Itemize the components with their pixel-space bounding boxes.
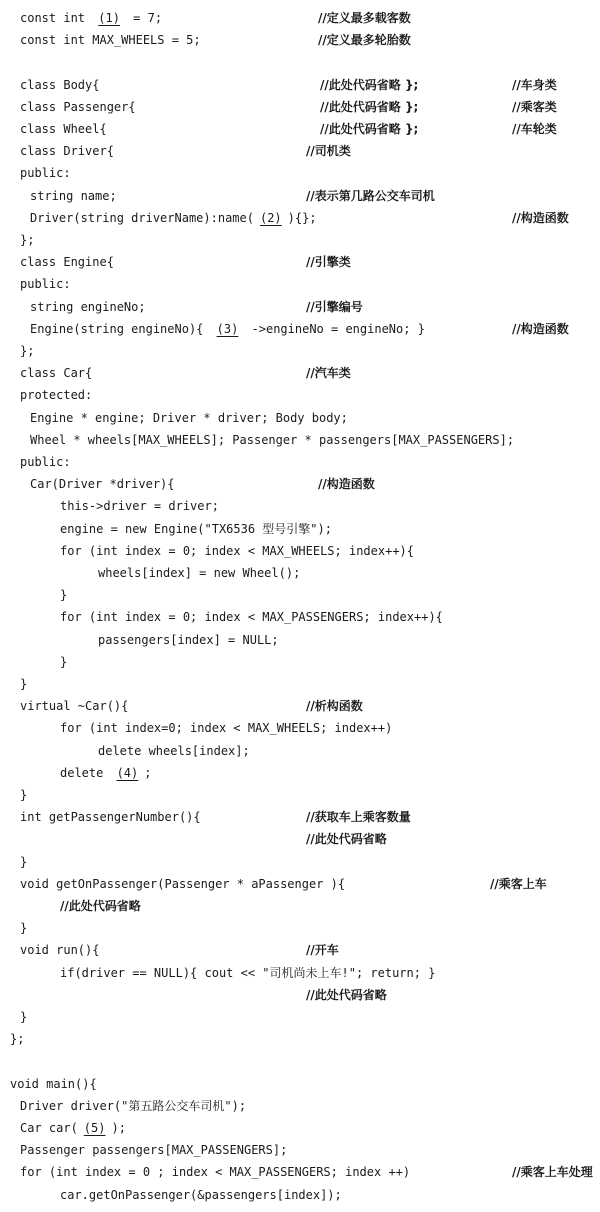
- code-fragment: public:: [20, 166, 71, 181]
- code-line: [0, 583, 600, 607]
- code-fragment: void run(){: [20, 943, 100, 958]
- answer-blank: (2): [259, 210, 282, 225]
- code-fragment: }: [60, 654, 68, 669]
- code-text: [60, 497, 219, 515]
- code-line: [0, 761, 600, 785]
- code-text: [60, 964, 435, 982]
- code-text: [60, 719, 392, 737]
- code-line: [0, 494, 600, 518]
- code-line: [0, 983, 600, 1007]
- code-text: [30, 475, 175, 493]
- code-text: [20, 786, 27, 804]
- code-text: [60, 542, 414, 560]
- code-line: [0, 605, 600, 629]
- code-line: [0, 916, 600, 940]
- code-line: [0, 339, 600, 363]
- code-fragment: delete wheels[index];: [98, 743, 250, 758]
- code-fragment: ;: [144, 765, 152, 780]
- code-fragment: = 7;: [125, 11, 163, 25]
- code-line: [0, 716, 600, 740]
- code-text: [20, 120, 107, 138]
- code-fragment: );: [111, 1121, 126, 1135]
- code-comment: //构造函数: [512, 210, 569, 225]
- code-comment: //构造函数: [318, 477, 375, 492]
- answer-blank: (1): [98, 11, 120, 25]
- code-line: [0, 805, 600, 829]
- code-line: [0, 95, 600, 119]
- code-line: [0, 1049, 600, 1073]
- code-fragment: };: [20, 233, 35, 247]
- code-fragment: delete: [60, 765, 111, 780]
- code-fragment: }: [20, 921, 28, 936]
- code-text: [30, 187, 117, 205]
- answer-blank: (5): [83, 1121, 106, 1135]
- code-fragment: Engine * engine; Driver * driver; Body body;: [30, 410, 348, 425]
- code-line: [0, 561, 600, 585]
- code-comment: //此处代码省略 };: [320, 99, 419, 114]
- code-comment-right: //车身类: [512, 77, 557, 92]
- code-comment: //析构函数: [306, 699, 363, 714]
- code-line: [0, 184, 600, 208]
- code-text: [20, 31, 201, 49]
- code-fragment: for (int index = 0 ; index < MAX_PASSENGERS; index ++): [20, 1165, 411, 1180]
- code-line: [0, 206, 600, 230]
- code-text: [98, 631, 279, 649]
- code-line: [0, 161, 600, 185]
- code-text: [20, 941, 99, 959]
- code-line: [0, 1116, 600, 1140]
- code-line: [0, 428, 600, 452]
- code-fragment: }: [20, 854, 28, 869]
- code-line: [0, 73, 600, 97]
- code-comment: //此处代码省略 };: [320, 77, 419, 92]
- code-fragment: class Engine{: [20, 255, 114, 270]
- code-comment: //表示第几路公交车司机: [306, 188, 435, 203]
- code-line: [0, 383, 600, 407]
- code-fragment: Car car(: [20, 1121, 78, 1135]
- code-text: [20, 675, 27, 693]
- code-line: [0, 1027, 600, 1051]
- code-text: [98, 564, 300, 582]
- code-text: [20, 364, 92, 382]
- code-comment: //引擎类: [306, 255, 351, 270]
- code-line: [0, 361, 600, 385]
- code-comment: //此处代码省略: [60, 899, 141, 913]
- code-text: [30, 320, 425, 338]
- code-fragment: ->engineNo = engineNo; }: [244, 321, 425, 336]
- code-text: [30, 431, 514, 449]
- code-fragment: int getPassengerNumber(){: [20, 810, 201, 825]
- code-text: [20, 1163, 410, 1181]
- code-fragment: class Passenger{: [20, 99, 136, 114]
- code-line: [0, 938, 600, 962]
- code-line: [0, 650, 600, 674]
- code-line: [0, 117, 600, 141]
- code-fragment: public:: [20, 277, 71, 292]
- code-fragment: }: [60, 588, 68, 603]
- code-line: [0, 1005, 600, 1029]
- code-text: [20, 275, 71, 293]
- answer-blank: (3): [216, 321, 239, 336]
- code-line: [0, 450, 600, 474]
- code-line: [0, 28, 600, 52]
- code-fragment: class Driver{: [20, 144, 114, 159]
- code-comment: //定义最多载客数: [318, 11, 411, 25]
- code-fragment: const int: [20, 11, 93, 25]
- code-text: [98, 742, 250, 760]
- code-fragment: public:: [20, 455, 71, 469]
- code-text: [60, 608, 443, 626]
- code-comment: //定义最多轮胎数: [318, 33, 411, 48]
- code-comment-right: //车轮类: [512, 122, 557, 136]
- code-comment: //此处代码省略: [306, 987, 387, 1002]
- code-text: [20, 1141, 287, 1159]
- code-fragment: Engine(string engineNo){: [30, 321, 211, 336]
- code-fragment: };: [10, 1032, 25, 1047]
- code-fragment: engine = new Engine("TX6536 型号引擎");: [60, 521, 332, 536]
- code-text: [30, 298, 146, 316]
- code-line: [0, 850, 600, 874]
- code-fragment: for (int index = 0; index < MAX_WHEELS; index++){: [60, 543, 415, 558]
- code-fragment: Driver driver("第五路公交车司机");: [20, 1098, 247, 1113]
- code-text: [20, 76, 99, 94]
- code-fragment: protected:: [20, 388, 93, 403]
- code-text: [10, 1030, 24, 1048]
- code-text: [20, 342, 34, 360]
- code-line: [0, 139, 600, 163]
- code-line: [0, 894, 600, 918]
- code-comment: //构造函数: [512, 321, 569, 336]
- code-comment: //司机类: [306, 144, 351, 159]
- code-text: [60, 1186, 342, 1204]
- code-line: [0, 317, 600, 341]
- code-text: [20, 98, 136, 116]
- code-fragment: Passenger passengers[MAX_PASSENGERS];: [20, 1143, 288, 1158]
- code-fragment: wheels[index] = new Wheel();: [98, 566, 301, 580]
- code-line: [0, 827, 600, 851]
- code-comment: //乘客上车处理: [512, 1165, 593, 1180]
- code-text: [60, 653, 67, 671]
- code-text: [60, 586, 67, 604]
- code-fragment: class Body{: [20, 77, 100, 92]
- code-fragment: class Car{: [20, 366, 93, 381]
- code-fragment: }: [20, 1010, 28, 1024]
- code-text: [60, 520, 332, 538]
- code-line: [0, 50, 600, 74]
- code-text: [20, 231, 34, 249]
- code-text: [20, 808, 201, 826]
- code-fragment: string engineNo;: [30, 299, 146, 314]
- code-text: [20, 164, 71, 182]
- code-text: [30, 409, 348, 427]
- code-text: [20, 1097, 246, 1115]
- code-text: [20, 453, 71, 471]
- answer-blank: (4): [116, 765, 139, 780]
- code-line: [0, 250, 600, 274]
- code-fragment: }: [20, 788, 28, 802]
- code-comment: //汽车类: [306, 366, 351, 381]
- code-line: [0, 694, 600, 718]
- code-fragment: void getOnPassenger(Passenger * aPassenger ){: [20, 876, 346, 891]
- code-fragment: const int MAX_WHEELS = 5;: [20, 33, 201, 48]
- code-text: [20, 919, 27, 937]
- code-comment: //开车: [306, 943, 339, 958]
- code-line: [0, 6, 600, 30]
- code-line: [0, 1183, 600, 1207]
- code-line: [0, 406, 600, 430]
- code-comment: //获取车上乘客数量: [306, 810, 411, 825]
- code-line: [0, 1094, 600, 1118]
- code-comment: //引擎编号: [306, 299, 363, 314]
- code-text: [60, 764, 152, 782]
- code-text: [20, 386, 92, 404]
- code-line: [0, 1160, 600, 1184]
- code-fragment: }: [20, 677, 28, 691]
- code-line: [0, 272, 600, 296]
- code-fragment: if(driver == NULL){ cout << "司机尚未上车!"; return; }: [60, 965, 436, 980]
- code-text: [30, 209, 317, 227]
- code-comment: //乘客上车: [490, 876, 547, 891]
- code-fragment: class Wheel{: [20, 122, 107, 136]
- code-line: [0, 1138, 600, 1162]
- code-fragment: this->driver = driver;: [60, 499, 219, 514]
- code-fragment: virtual ~Car(){: [20, 699, 129, 714]
- code-line: [0, 961, 600, 985]
- code-line: [0, 672, 600, 696]
- code-fragment: Driver(string driverName):name(: [30, 210, 254, 225]
- code-fragment: passengers[index] = NULL;: [98, 632, 279, 647]
- code-fragment: };: [20, 344, 35, 358]
- code-line: [0, 783, 600, 807]
- code-line: [0, 628, 600, 652]
- code-comment: //此处代码省略: [306, 832, 387, 847]
- code-text: [20, 1119, 126, 1137]
- code-comment: //此处代码省略 };: [320, 122, 419, 136]
- code-line: [0, 872, 600, 896]
- code-fragment: car.getOnPassenger(&passengers[index]);: [60, 1187, 342, 1202]
- code-text: [20, 9, 162, 27]
- code-line: [0, 295, 600, 319]
- code-fragment: Wheel * wheels[MAX_WHEELS]; Passenger * passengers[MAX_PASSENGERS];: [30, 432, 515, 447]
- code-text: [10, 1075, 97, 1093]
- code-fragment: Car(Driver *driver){: [30, 477, 175, 492]
- code-text: [20, 853, 27, 871]
- code-text: [20, 142, 114, 160]
- code-line: [0, 517, 600, 541]
- code-line: [0, 228, 600, 252]
- code-fragment: for (int index=0; index < MAX_WHEELS; index++): [60, 721, 393, 736]
- code-text: [20, 875, 345, 893]
- code-text: [20, 697, 128, 715]
- code-line: [0, 739, 600, 763]
- code-line: [0, 539, 600, 563]
- code-text: [20, 1008, 27, 1026]
- code-text: [20, 253, 114, 271]
- code-fragment: string name;: [30, 188, 117, 203]
- code-comment-right: //乘客类: [512, 99, 557, 114]
- code-fragment: for (int index = 0; index < MAX_PASSENGERS; index++){: [60, 610, 443, 625]
- code-line: [0, 472, 600, 496]
- code-fragment: void main(){: [10, 1076, 97, 1091]
- code-fragment: ){};: [287, 210, 317, 225]
- code-line: [0, 1072, 600, 1096]
